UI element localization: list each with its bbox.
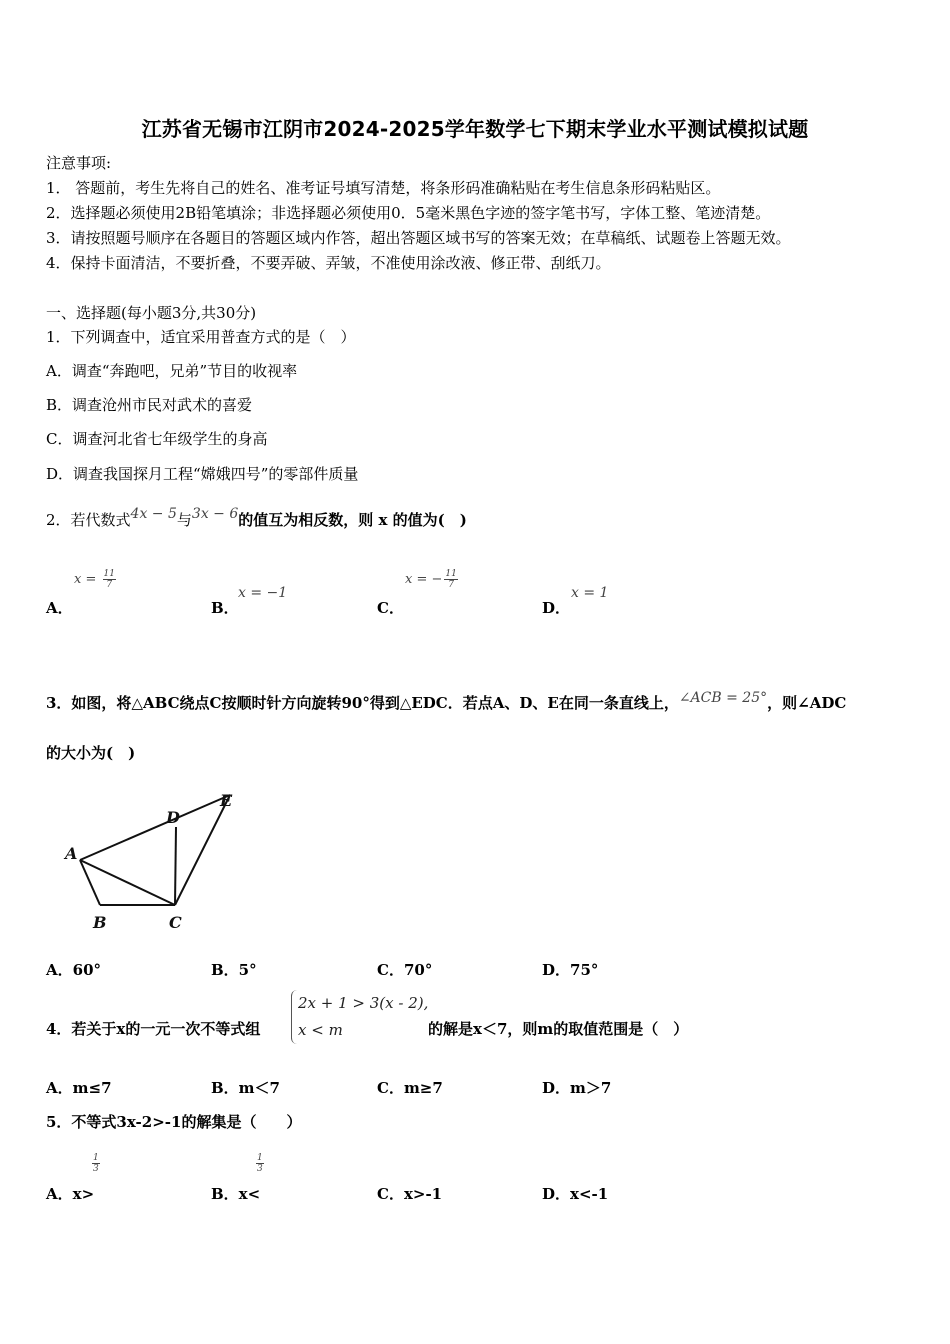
q5-option-b-frac: $\frac{1}{3}$ — [257, 1153, 263, 1174]
q2-suffix: 的值互为相反数，则 x 的值为( ) — [238, 511, 467, 529]
q5-option-a-frac: $\frac{1}{3}$ — [93, 1153, 99, 1174]
q3-line1: 3．如图，将△ABC绕点C按顺时针方向旋转90°得到△EDC．若点A、D、E在同一条直线上，∠ACB = 25°，则∠ADC — [46, 690, 847, 712]
q4-sys-line1: 2x + 1 > 3(x - 2), — [298, 994, 429, 1012]
notice-item-1: 1． 答题前，考生先将自己的姓名、准考证号填写清楚，将条形码准确粘贴在考生信息条形码粘贴区。 — [46, 179, 721, 197]
q3-option-a: A．60° — [46, 961, 102, 979]
segment-ab — [80, 860, 100, 905]
q2-option-a-label: A． — [46, 599, 73, 617]
q2-option-c-label: C． — [377, 599, 404, 617]
q5-stem: 5．不等式3x-2>-1的解集是（ ） — [46, 1113, 302, 1131]
q3-figure — [55, 785, 255, 935]
q4-suffix: 的解是x＜7，则m的取值范围是（ ） — [428, 1020, 689, 1038]
notice-item-2: 2．选择题必须使用2B铅笔填涂；非选择题必须使用0．5毫米黑色字迹的签字笔书写，字体工整、笔迹清楚。 — [46, 204, 771, 222]
label-d: D — [166, 808, 180, 827]
q1-option-b: B．调查沧州市民对武术的喜爱 — [46, 396, 253, 414]
q1-stem: 1．下列调查中，适宜采用普查方式的是（ ） — [46, 328, 356, 346]
q2-prefix: 2．若代数式 — [46, 511, 131, 529]
q4-option-a: A．m≤7 — [46, 1079, 112, 1097]
q1-option-a: A．调查“奔跑吧，兄弟”节目的收视率 — [46, 362, 298, 380]
q2-option-b-formula: x = −1 — [238, 585, 288, 601]
q3-line2: 的大小为( ) — [46, 744, 136, 762]
segment-ec — [175, 795, 230, 905]
q5-option-d: D．x<-1 — [542, 1185, 609, 1203]
notice-item-4: 4．保持卡面清洁，不要折叠，不要弄破、弄皱，不准使用涂改液、修正带、刮纸刀。 — [46, 254, 611, 272]
q3-angle: ∠ACB = 25° — [678, 690, 768, 706]
q3-option-d: D．75° — [542, 961, 599, 979]
notice-heading: 注意事项: — [46, 154, 112, 172]
q1-option-c: C．调查河北省七年级学生的身高 — [46, 430, 268, 448]
q5-option-c: C．x>-1 — [377, 1185, 443, 1203]
q1-option-d: D．调查我国探月工程“嫦娥四号”的零部件质量 — [46, 465, 359, 483]
q4-inequality-system — [291, 990, 428, 1044]
q4-sys-line2: x < m — [298, 1021, 343, 1039]
q2-option-c-formula: x = − $\frac{11}{7}$ — [405, 569, 457, 590]
q2-expr1: 4x − 5 — [130, 506, 177, 522]
q5-option-a: A．x> — [46, 1185, 95, 1203]
q5-option-b: B．x< — [211, 1185, 261, 1203]
q4-option-c: C．m≥7 — [377, 1079, 443, 1097]
q2-option-a-formula: x = $\frac{11}{7}$ — [74, 569, 115, 590]
notice-item-3: 3．请按照题号顺序在各题目的答题区域内作答，超出答题区域书写的答案无效；在草稿纸、试题卷上答题无效。 — [46, 229, 791, 247]
q2-option-d-formula: x = 1 — [571, 585, 609, 601]
section-heading: 一、选择题(每小题3分,共30分) — [46, 304, 257, 322]
q3-option-b: B．5° — [211, 961, 257, 979]
segment-ae — [80, 795, 230, 860]
q2-option-d-label: D． — [542, 599, 571, 617]
segment-ac — [80, 860, 175, 905]
label-b: B — [93, 913, 107, 932]
label-c: C — [169, 913, 182, 932]
segment-dc — [175, 827, 176, 905]
q4-option-b: B．m＜7 — [211, 1079, 280, 1097]
q4-option-d: D．m＞7 — [542, 1079, 612, 1097]
page-title: 江苏省无锡市江阴市2024-2025学年数学七下期末学业水平测试模拟试题 — [141, 117, 809, 141]
label-a: A — [65, 844, 78, 863]
label-e: E — [220, 791, 233, 810]
q2-expr2: 3x − 6 — [191, 506, 239, 522]
q4-prefix: 4．若关于x的一元一次不等式组 — [46, 1020, 261, 1038]
q3-option-c: C．70° — [377, 961, 433, 979]
q2-option-b-label: B． — [211, 599, 239, 617]
q2-mid: 与 — [176, 511, 192, 529]
q2-stem — [46, 506, 467, 530]
